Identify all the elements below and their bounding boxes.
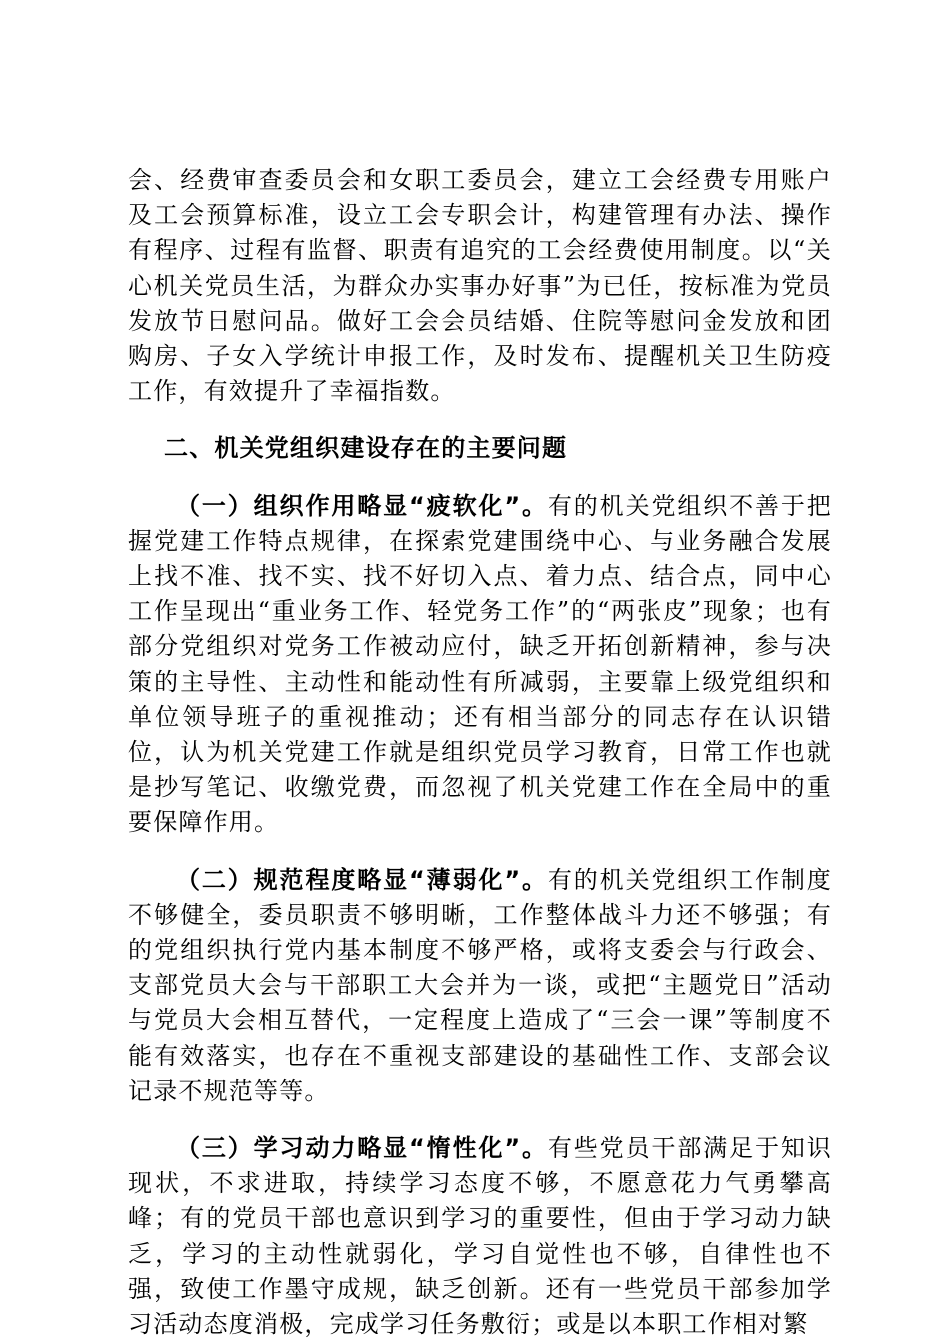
document-page bbox=[128, 163, 832, 1342]
spacer bbox=[128, 409, 832, 431]
item-1-lead: （一）组织作用略显“疲软化”。 bbox=[176, 491, 548, 520]
continuation-paragraph: 会、经费审查委员会和女职工委员会，建立工会经费专用账户及工会预算标准，设立工会专职会计，构建管理有办法、操作有程序、过程有监督、职责有追究的工会经费使用制度。以“关心机关党员生活，为群众办实事办好事”为已任，按标准为党员发放节日慰问品。做好工会会员结婚、住院等慰问金发放和团购房、子女入学统计申报工作，及时发布、提醒机关卫生防疫工作，有效提升了幸福指数。 bbox=[128, 166, 832, 406]
problem-item-2 bbox=[128, 863, 832, 1109]
item-2-body: 有的机关党组织工作制度不够健全，委员职责不够明晰，工作整体战斗力还不够强；有的党组织执行党内基本制度不够严格，或将支委会与行政会、支部党员大会与干部职工大会并为一谈，或把“主题党日”活动与党员大会相互替代，一定程度上造成了“三会一课”等制度不能有效落实，也存在不重视支部建设的基础性工作、支部会议记录不规范等等。 bbox=[128, 865, 833, 1105]
item-3-lead: （三）学习动力略显“惰性化”。 bbox=[176, 1134, 548, 1163]
item-2-lead: （二）规范程度略显“薄弱化”。 bbox=[176, 865, 548, 894]
problem-item-1 bbox=[128, 489, 832, 841]
spacer bbox=[128, 467, 832, 489]
spacer bbox=[128, 1109, 832, 1131]
problem-item-3 bbox=[128, 1131, 832, 1342]
item-3-body: 有些党员干部满足于知识现状，不求进取，持续学习态度不够，不愿意花力气勇攀高峰；有的党员干部也意识到学习的重要性，但由于学习动力缺乏，学习的主动性就弱化，学习自觉性也不够，自律性也不强，致使工作墨守成规，缺乏创新。还有一些党员干部参加学习活动态度消极，完成学习任务敷衍；或是以本职工作相对繁 bbox=[128, 1134, 833, 1339]
item-1-body: 有的机关党组织不善于把握党建工作特点规律，在探索党建围绕中心、与业务融合发展上找不准、找不实、找不好切入点、着力点、结合点，同中心工作呈现出“重业务工作、轻党务工作”的“两张皮”现象；也有部分党组织对党务工作被动应付，缺乏开拓创新精神，参与决策的主导性、主动性和能动性有所减弱，主要靠上级党组织和单位领导班子的重视推动；还有相当部分的同志存在认识错位，认为机关党建工作就是组织党员学习教育，日常工作也就是抄写笔记、收缴党费，而忽视了机关党建工作在全局中的重要保障作用。 bbox=[128, 491, 833, 837]
spacer bbox=[128, 841, 832, 863]
section-heading: 二、机关党组织建设存在的主要问题 bbox=[164, 434, 568, 463]
